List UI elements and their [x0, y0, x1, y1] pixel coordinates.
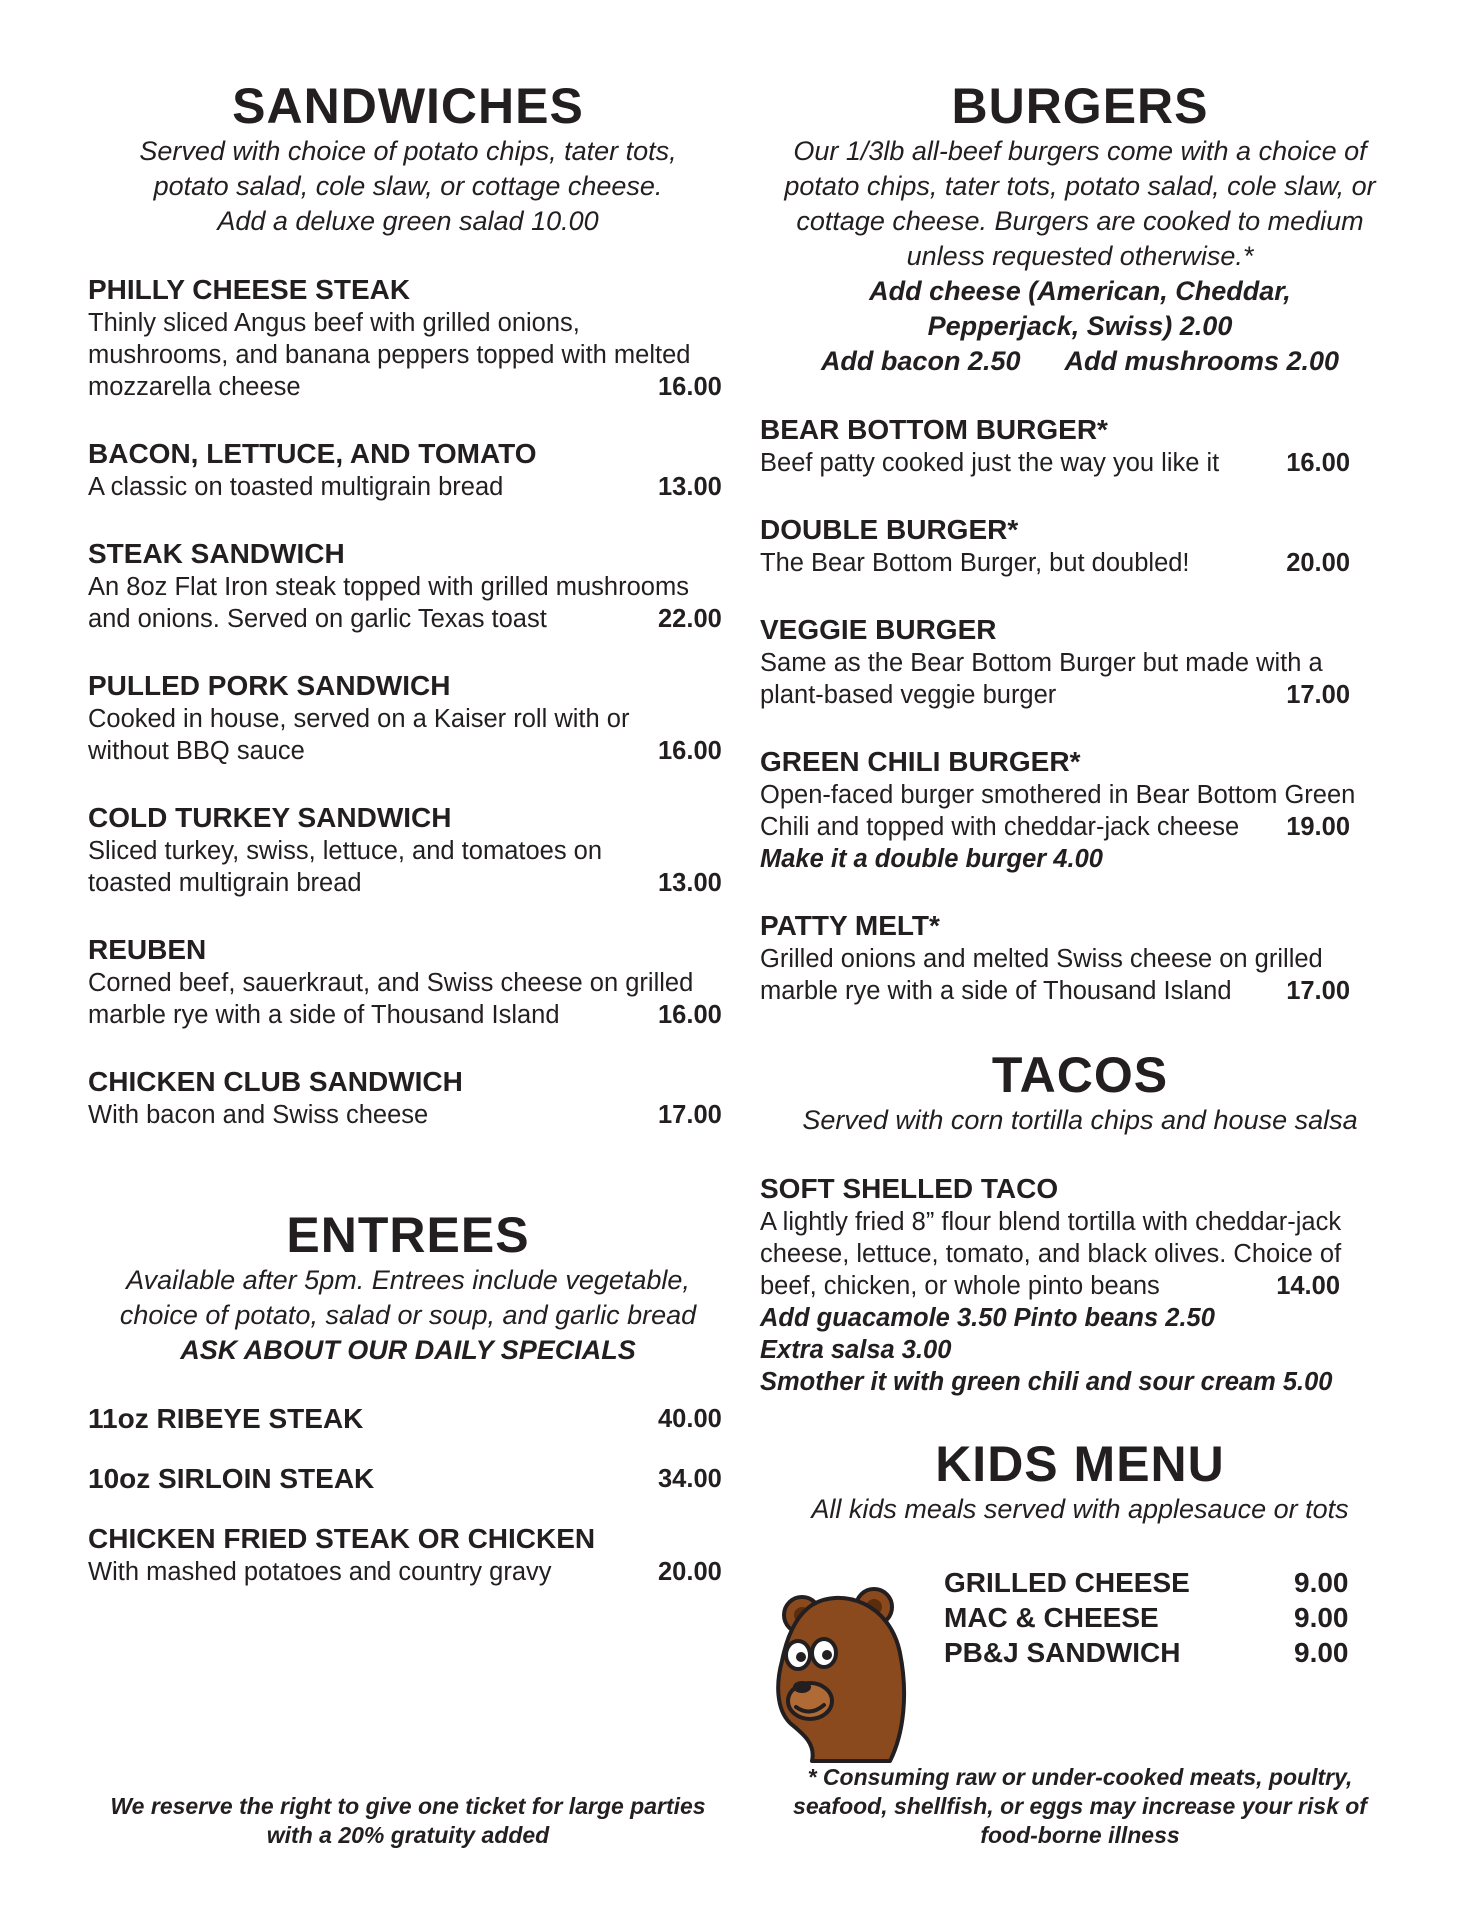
item-name: COLD TURKEY SANDWICH — [88, 802, 452, 833]
footer-gratuity-note: We reserve the right to give one ticket for large parties with a 20% gratuity added — [110, 1793, 706, 1848]
list-item — [760, 513, 1400, 579]
item-price: 14.00 — [1276, 1272, 1340, 1300]
item-description: Chili and topped with cheddar-jack cheese — [760, 813, 1240, 841]
kids-menu-item — [944, 1635, 1349, 1670]
item-description: Same as the Bear Bottom Burger but made with a — [760, 649, 1323, 677]
item-price: 20.00 — [1286, 549, 1350, 577]
item-name: PHILLY CHEESE STEAK — [88, 274, 411, 305]
list-item — [88, 801, 728, 899]
item-description: mushrooms, and banana peppers topped with melted — [88, 341, 691, 369]
sandwiches-intro: Served with choice of potato chips, tater tots, potato salad, cole slaw, or cottage cheese. Add a deluxe green salad 10.00 — [139, 136, 677, 236]
item-price: 22.00 — [658, 605, 722, 633]
item-price: 9.00 — [1294, 1567, 1349, 1598]
item-addon: Add guacamole 3.50 Pinto beans 2.50 — [760, 1304, 1215, 1332]
item-description: toasted multigrain bread — [88, 869, 362, 897]
item-addon: Smother it with green chili and sour cream 5.00 — [760, 1368, 1333, 1396]
kids-menu-item — [944, 1600, 1349, 1635]
kids-intro: All kids meals served with applesauce or tots — [811, 1494, 1349, 1524]
item-name: CHICKEN CLUB SANDWICH — [88, 1066, 463, 1097]
item-description: and onions. Served on garlic Texas toast — [88, 605, 547, 633]
item-name: GRILLED CHEESE — [944, 1567, 1190, 1598]
kids-list — [944, 1565, 1349, 1763]
footer-consumption-warning: * Consuming raw or under-cooked meats, poultry, seafood, shellfish, or eggs may increase your risk of food-borne illness — [793, 1764, 1367, 1848]
item-name: BACON, LETTUCE, AND TOMATO — [88, 438, 537, 469]
burgers-intro: Our 1/3lb all-beef burgers come with a choice of potato chips, tater tots, potato salad, cole slaw, or cottage cheese. Burgers are cooked to medium unless requested otherwise.* Add cheese (American, Cheddar, Pepperjack, Swiss) 2.00 Add bacon 2.50 Add mushrooms 2.00 — [784, 136, 1376, 376]
item-description: Thinly sliced Angus beef with grilled onions, — [88, 309, 580, 337]
item-name: VEGGIE BURGER — [760, 614, 997, 645]
item-description: plant-based veggie burger — [760, 681, 1057, 709]
item-price: 19.00 — [1286, 813, 1350, 841]
item-price: 17.00 — [1286, 681, 1350, 709]
item-description: beef, chicken, or whole pinto beans — [760, 1272, 1160, 1300]
item-price: 20.00 — [658, 1558, 722, 1586]
entrees-title: ENTREES — [286, 1207, 530, 1263]
item-description: Open-faced burger smothered in Bear Bottom Green — [760, 781, 1356, 809]
item-name: CHICKEN FRIED STEAK OR CHICKEN — [88, 1523, 596, 1554]
item-name: PATTY MELT* — [760, 910, 940, 941]
list-item: SOFT SHELLED TACO A lightly fried 8” flour blend tortilla with cheddar-jack cheese, lettuce, tomato, and black olives. Choice of beef, chicken, or whole pinto beans 14.00 Add guacamole 3.50 Pinto beans 2.50 Extra salsa 3.00 Smother it with green chili and sour cream 5.00 — [760, 1172, 1400, 1398]
item-price: 13.00 — [658, 473, 722, 501]
item-description: Sliced turkey, swiss, lettuce, and tomatoes on — [88, 837, 603, 865]
sandwiches-title: SANDWICHES — [232, 78, 584, 134]
tacos-title: TACOS — [991, 1047, 1169, 1103]
item-addon: Make it a double burger 4.00 — [760, 845, 1103, 873]
sandwich-list — [88, 273, 728, 1131]
item-description: marble rye with a side of Thousand Island — [760, 977, 1232, 1005]
item-addon: Extra salsa 3.00 — [760, 1336, 952, 1364]
item-description: marble rye with a side of Thousand Island — [88, 1001, 560, 1029]
item-description: The Bear Bottom Burger, but doubled! — [760, 549, 1190, 577]
list-item — [88, 437, 728, 503]
item-name: GREEN CHILI BURGER* — [760, 746, 1081, 777]
item-price: 13.00 — [658, 869, 722, 897]
list-item — [760, 413, 1400, 479]
bear-mascot-icon — [772, 1583, 922, 1763]
item-description: without BBQ sauce — [88, 737, 305, 765]
item-description: With bacon and Swiss cheese — [88, 1101, 429, 1129]
item-description: A classic on toasted multigrain bread — [88, 473, 504, 501]
kids-menu-title: KIDS MENU — [935, 1436, 1225, 1492]
item-description: Grilled onions and melted Swiss cheese on grilled — [760, 945, 1323, 973]
item-price: 16.00 — [658, 1001, 722, 1029]
item-price: 9.00 — [1294, 1602, 1349, 1633]
list-item — [760, 909, 1400, 1007]
item-description: An 8oz Flat Iron steak topped with grilled mushrooms — [88, 573, 689, 601]
tacos-intro: Served with corn tortilla chips and house salsa — [802, 1105, 1358, 1135]
item-name: PB&J SANDWICH — [944, 1637, 1181, 1668]
addon-bacon: Add bacon 2.50 — [820, 346, 1021, 376]
list-item — [760, 745, 1400, 875]
item-description: Cooked in house, served on a Kaiser roll with or — [88, 705, 630, 733]
list-item — [88, 669, 728, 767]
item-price: 34.00 — [658, 1465, 722, 1493]
item-description: mozzarella cheese — [88, 373, 301, 401]
item-description: With mashed potatoes and country gravy — [88, 1558, 552, 1586]
list-item — [88, 537, 728, 635]
item-price: 40.00 — [658, 1405, 722, 1433]
list-item — [760, 613, 1400, 711]
item-name: REUBEN — [88, 934, 207, 965]
burgers-title: BURGERS — [951, 78, 1209, 134]
list-item — [88, 273, 728, 403]
item-name: PULLED PORK SANDWICH — [88, 670, 451, 701]
item-price: 16.00 — [658, 373, 722, 401]
item-description: Beef patty cooked just the way you like it — [760, 449, 1220, 477]
item-name: MAC & CHEESE — [944, 1602, 1159, 1633]
kids-section — [760, 1565, 1400, 1763]
list-item — [88, 1462, 728, 1496]
item-name: STEAK SANDWICH — [88, 538, 345, 569]
list-item — [88, 933, 728, 1031]
item-name: 11oz RIBEYE STEAK — [88, 1403, 364, 1434]
addon-mushrooms: Add mushrooms 2.00 — [1064, 346, 1340, 376]
item-price: 9.00 — [1294, 1637, 1349, 1668]
item-price: 17.00 — [1286, 977, 1350, 1005]
item-description: Corned beef, sauerkraut, and Swiss cheese on grilled — [88, 969, 694, 997]
list-item — [88, 1065, 728, 1131]
item-name: DOUBLE BURGER* — [760, 514, 1019, 545]
kids-menu-item — [944, 1565, 1349, 1600]
item-name: SOFT SHELLED TACO — [760, 1173, 1059, 1204]
list-item — [88, 1522, 728, 1588]
list-item — [88, 1402, 728, 1436]
item-price: 16.00 — [1286, 449, 1350, 477]
right-column — [760, 78, 1400, 1763]
item-name: 10oz SIRLOIN STEAK — [88, 1463, 375, 1494]
item-name: BEAR BOTTOM BURGER* — [760, 414, 1108, 445]
item-price: 16.00 — [658, 737, 722, 765]
item-price: 17.00 — [658, 1101, 722, 1129]
left-column — [88, 78, 728, 1588]
burger-list — [760, 413, 1400, 1007]
entrees-intro: Available after 5pm. Entrees include vegetable, choice of potato, salad or soup, and garlic bread ASK ABOUT OUR DAILY SPECIALS — [119, 1265, 697, 1365]
